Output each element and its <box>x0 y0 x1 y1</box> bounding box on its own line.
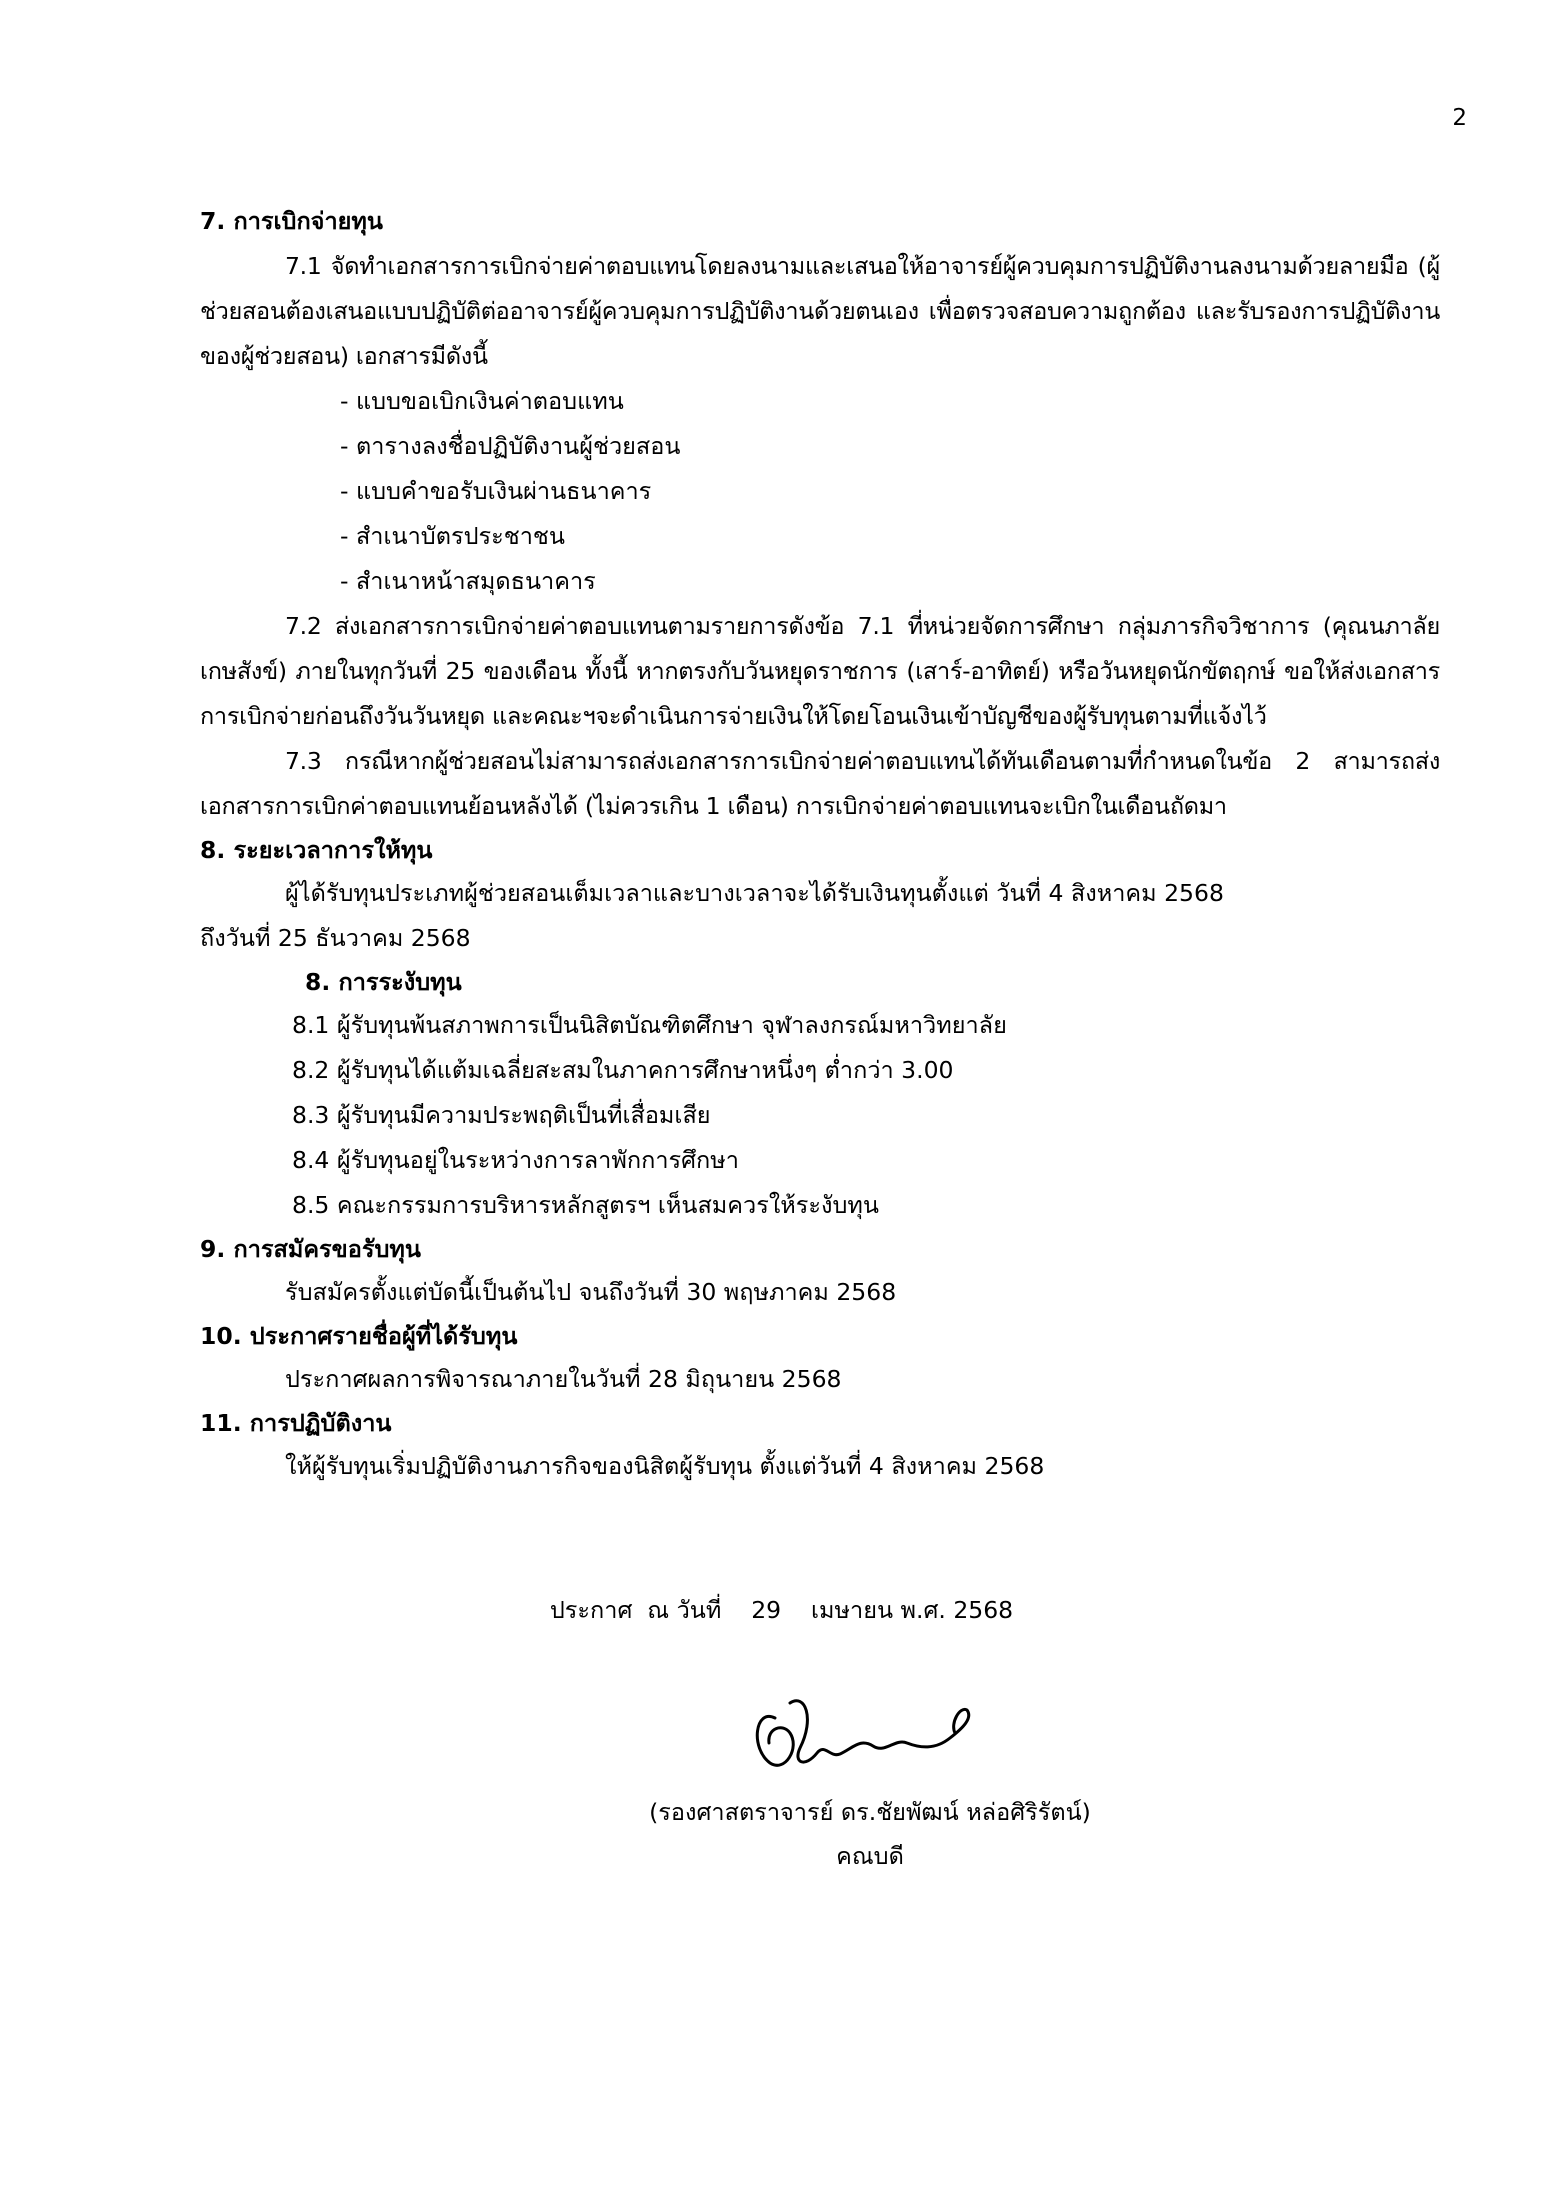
suspension-item: 8.3 ผู้รับทุนมีความประพฤติเป็นที่เสื่อมเสีย <box>292 1101 711 1129</box>
section-7-2-paragraph: 7.2 ส่งเอกสารการเบิกจ่ายค่าตอบแทนตามรายการดังข้อ 7.1 ที่หน่วยจัดการศึกษา กลุ่มภารกิจวิชาการ (คุณนภาลัย เกษสังข์) ภายในทุกวันที่ 25 ของเดือน ทั้งนี้ หากตรงกับวันหยุดราชการ (เสาร์-อาทิตย์) หรือวันหยุดนักขัตฤกษ์ ขอให้ส่งเอกสารการเบิกจ่ายก่อนถึงวันวันหยุด และคณะฯจะดำเนินการจ่ายเงินให้โดยโอนเงินเข้าบัญชีของผู้รับทุนตามที่แจ้งไว้ <box>200 612 1440 730</box>
document-list-item: - แบบคำขอรับเงินผ่านธนาคาร <box>340 477 652 505</box>
suspension-item: 8.1 ผู้รับทุนพ้นสภาพการเป็นนิสิตบัณฑิตศึกษา จุฬาลงกรณ์มหาวิทยาลัย <box>292 1011 1007 1039</box>
grant-period-line-2: ถึงวันที่ 25 ธันวาคม 2568 <box>200 924 471 952</box>
section-11-heading: 11. การปฏิบัติงาน <box>200 1409 392 1437</box>
announcement-date: ประกาศ ณ วันที่ 29 เมษายน พ.ศ. 2568 <box>549 1596 1014 1624</box>
announcement-date-text: ประกาศผลการพิจารณาภายในวันที่ 28 มิถุนายน 2568 <box>285 1365 842 1393</box>
document-body <box>200 199 1440 1489</box>
section-7-1-paragraph: 7.1 จัดทำเอกสารการเบิกจ่ายค่าตอบแทนโดยลงนามและเสนอให้อาจารย์ผู้ควบคุมการปฏิบัติงานลงนามด้วยลายมือ (ผู้ช่วยสอนต้องเสนอแบบปฏิบัติต่ออาจารย์ผู้ควบคุมการปฏิบัติงานด้วยตนเอง เพื่อตรวจสอบความถูกต้อง และรับรองการปฏิบัติงานของผู้ช่วยสอน) เอกสารมีดังนี้ <box>200 252 1440 370</box>
document-list-item: - สำเนาหน้าสมุดธนาคาร <box>340 567 596 595</box>
document-list-item: - แบบขอเบิกเงินค่าตอบแทน <box>340 387 624 415</box>
grant-period-line-1: ผู้ได้รับทุนประเภทผู้ช่วยสอนเต็มเวลาและบางเวลาจะได้รับเงินทุนตั้งแต่ วันที่ 4 สิงหาคม 2568 <box>285 879 1224 907</box>
suspension-item: 8.5 คณะกรรมการบริหารหลักสูตรฯ เห็นสมควรให้ระงับทุน <box>292 1191 879 1219</box>
suspension-heading: 8. การระงับทุน <box>305 968 462 996</box>
signer-title: คณบดี <box>836 1842 904 1870</box>
work-start-text: ให้ผู้รับทุนเริ่มปฏิบัติงานภารกิจของนิสิตผู้รับทุน ตั้งแต่วันที่ 4 สิงหาคม 2568 <box>285 1452 1045 1480</box>
section-9-heading: 9. การสมัครขอรับทุน <box>200 1235 421 1263</box>
section-8-heading: 8. ระยะเวลาการให้ทุน <box>200 836 433 864</box>
suspension-item: 8.2 ผู้รับทุนได้แต้มเฉลี่ยสะสมในภาคการศึกษาหนึ่งๆ ต่ำกว่า 3.00 <box>292 1056 954 1084</box>
section-7-heading: 7. การเบิกจ่ายทุน <box>200 207 383 235</box>
signer-name: (รองศาสตราจารย์ ดร.ชัยพัฒน์ หล่อศิริรัตน์) <box>649 1798 1091 1826</box>
signer-block <box>610 1790 1130 1878</box>
document-list-item: - ตารางลงชื่อปฏิบัติงานผู้ช่วยสอน <box>340 432 681 460</box>
suspension-item: 8.4 ผู้รับทุนอยู่ในระหว่างการลาพักการศึกษา <box>292 1146 739 1174</box>
page-number: 2 <box>1452 105 1467 131</box>
section-10-heading: 10. ประกาศรายชื่อผู้ที่ได้รับทุน <box>200 1322 518 1350</box>
application-period: รับสมัครตั้งแต่บัดนี้เป็นต้นไป จนถึงวันที่ 30 พฤษภาคม 2568 <box>285 1278 897 1306</box>
document-list-item: - สำเนาบัตรประชาชน <box>340 522 565 550</box>
section-7-3-paragraph: 7.3 กรณีหากผู้ช่วยสอนไม่สามารถส่งเอกสารการเบิกจ่ายค่าตอบแทนได้ทันเดือนตามที่กำหนดในข้อ 2 สามารถส่งเอกสารการเบิกค่าตอบแทนย้อนหลังได้ (ไม่ควรเกิน 1 เดือน) การเบิกจ่ายค่าตอบแทนจะเบิกในเดือนถัดมา <box>200 747 1440 820</box>
handwritten-signature <box>745 1688 985 1798</box>
